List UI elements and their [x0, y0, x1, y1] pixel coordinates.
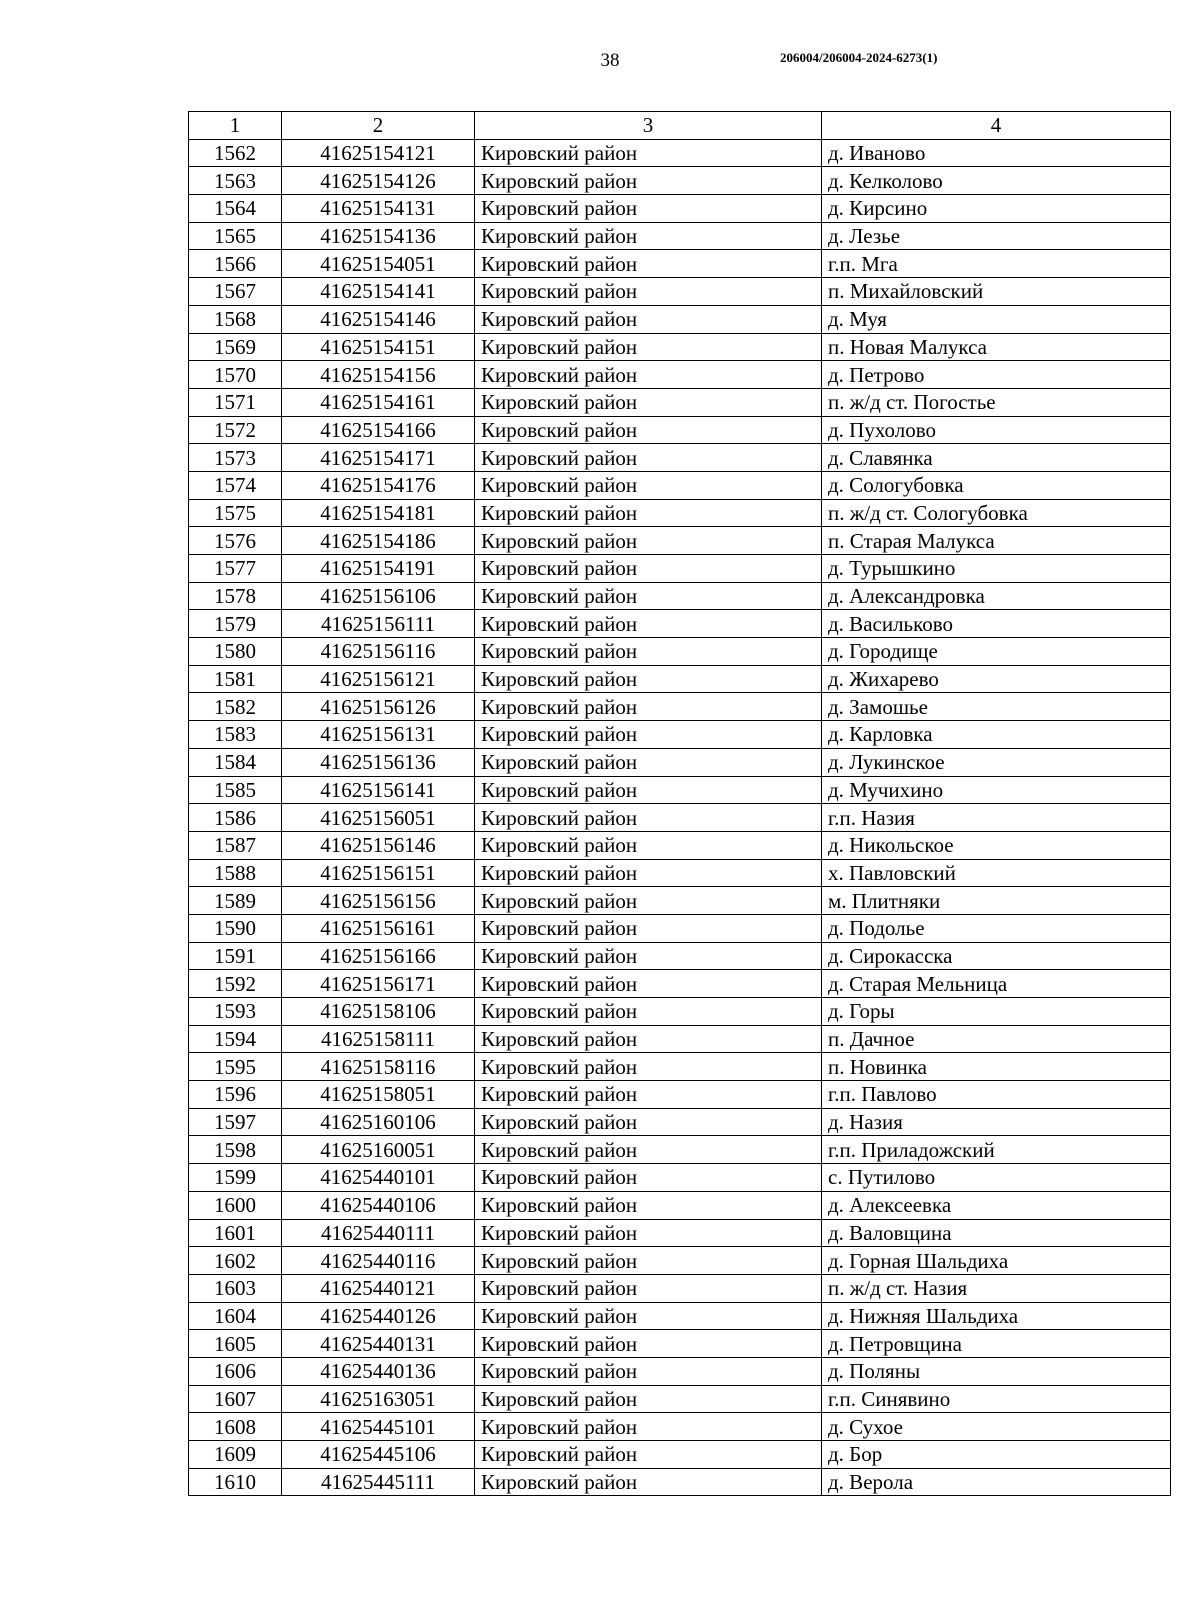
- code-cell: 41625154161: [282, 388, 475, 416]
- table-row: [189, 416, 1171, 444]
- settlement-cell: д. Петрово: [822, 361, 1171, 389]
- code-cell: 41625160106: [282, 1108, 475, 1136]
- row-number-cell: 1569: [189, 333, 282, 361]
- row-number-cell: 1580: [189, 638, 282, 666]
- settlement-cell: д. Иваново: [822, 139, 1171, 167]
- table-row: [189, 471, 1171, 499]
- district-cell: Кировский район: [475, 555, 822, 583]
- settlement-cell: п. ж/д ст. Сологубовка: [822, 499, 1171, 527]
- table-row: [189, 998, 1171, 1026]
- table-row: [189, 1413, 1171, 1441]
- district-cell: Кировский район: [475, 582, 822, 610]
- table-row: [189, 1468, 1171, 1496]
- table-row: [189, 195, 1171, 223]
- settlement-cell: д. Горная Шальдиха: [822, 1247, 1171, 1275]
- row-number-cell: 1594: [189, 1025, 282, 1053]
- settlement-cell: г.п. Приладожский: [822, 1136, 1171, 1164]
- row-number-cell: 1589: [189, 887, 282, 915]
- row-number-cell: 1579: [189, 610, 282, 638]
- code-cell: 41625440126: [282, 1302, 475, 1330]
- settlement-cell: г.п. Павлово: [822, 1081, 1171, 1109]
- document-code: 206004/206004-2024-6273(1): [780, 50, 938, 65]
- table-row: [189, 1357, 1171, 1385]
- code-cell: 41625156156: [282, 887, 475, 915]
- district-cell: Кировский район: [475, 970, 822, 998]
- district-cell: Кировский район: [475, 305, 822, 333]
- settlement-cell: д. Лукинское: [822, 748, 1171, 776]
- row-number-cell: 1563: [189, 167, 282, 195]
- row-number-cell: 1577: [189, 555, 282, 583]
- code-cell: 41625156151: [282, 859, 475, 887]
- table-row: [189, 1136, 1171, 1164]
- settlement-cell: д. Горы: [822, 998, 1171, 1026]
- district-cell: Кировский район: [475, 1219, 822, 1247]
- district-cell: Кировский район: [475, 499, 822, 527]
- district-cell: Кировский район: [475, 1302, 822, 1330]
- code-cell: 41625440131: [282, 1330, 475, 1358]
- district-cell: Кировский район: [475, 610, 822, 638]
- row-number-cell: 1574: [189, 471, 282, 499]
- district-cell: Кировский район: [475, 804, 822, 832]
- table-row: [189, 914, 1171, 942]
- table-row: [189, 361, 1171, 389]
- district-cell: Кировский район: [475, 1136, 822, 1164]
- row-number-cell: 1608: [189, 1413, 282, 1441]
- settlement-cell: х. Павловский: [822, 859, 1171, 887]
- row-number-cell: 1591: [189, 942, 282, 970]
- row-number-cell: 1610: [189, 1468, 282, 1496]
- table-row: [189, 444, 1171, 472]
- district-cell: Кировский район: [475, 887, 822, 915]
- district-cell: Кировский район: [475, 1025, 822, 1053]
- code-cell: 41625440136: [282, 1357, 475, 1385]
- table-row: [189, 887, 1171, 915]
- settlement-cell: д. Бор: [822, 1441, 1171, 1469]
- settlement-cell: д. Замошье: [822, 693, 1171, 721]
- row-number-cell: 1601: [189, 1219, 282, 1247]
- settlement-cell: д. Славянка: [822, 444, 1171, 472]
- code-cell: 41625156146: [282, 831, 475, 859]
- district-cell: Кировский район: [475, 1191, 822, 1219]
- settlement-cell: д. Валовщина: [822, 1219, 1171, 1247]
- row-number-cell: 1600: [189, 1191, 282, 1219]
- code-cell: 41625156171: [282, 970, 475, 998]
- district-cell: Кировский район: [475, 195, 822, 223]
- district-cell: Кировский район: [475, 1053, 822, 1081]
- settlement-cell: д. Верола: [822, 1468, 1171, 1496]
- district-cell: Кировский район: [475, 776, 822, 804]
- code-cell: 41625158051: [282, 1081, 475, 1109]
- district-cell: Кировский район: [475, 693, 822, 721]
- district-cell: Кировский район: [475, 167, 822, 195]
- code-cell: 41625156111: [282, 610, 475, 638]
- table-row: [189, 970, 1171, 998]
- code-cell: 41625154126: [282, 167, 475, 195]
- settlement-cell: д. Подолье: [822, 914, 1171, 942]
- settlement-cell: д. Лезье: [822, 222, 1171, 250]
- row-number-cell: 1578: [189, 582, 282, 610]
- settlement-cell: д. Сухое: [822, 1413, 1171, 1441]
- code-cell: 41625445101: [282, 1413, 475, 1441]
- row-number-cell: 1562: [189, 139, 282, 167]
- code-cell: 41625158106: [282, 998, 475, 1026]
- district-cell: Кировский район: [475, 416, 822, 444]
- code-cell: 41625160051: [282, 1136, 475, 1164]
- table-row: [189, 1081, 1171, 1109]
- table-row: [189, 1025, 1171, 1053]
- table-row: [189, 859, 1171, 887]
- table-row: [189, 776, 1171, 804]
- district-cell: Кировский район: [475, 859, 822, 887]
- row-number-cell: 1599: [189, 1164, 282, 1192]
- page-number: 38: [600, 50, 620, 71]
- row-number-cell: 1566: [189, 250, 282, 278]
- row-number-cell: 1564: [189, 195, 282, 223]
- district-cell: Кировский район: [475, 1413, 822, 1441]
- settlement-cell: д. Старая Мельница: [822, 970, 1171, 998]
- settlement-cell: с. Путилово: [822, 1164, 1171, 1192]
- settlement-cell: м. Плитняки: [822, 887, 1171, 915]
- settlement-cell: д. Алексеевка: [822, 1191, 1171, 1219]
- table-row: [189, 942, 1171, 970]
- table-row: [189, 278, 1171, 306]
- row-number-cell: 1588: [189, 859, 282, 887]
- district-cell: Кировский район: [475, 638, 822, 666]
- table-row: [189, 250, 1171, 278]
- row-number-cell: 1604: [189, 1302, 282, 1330]
- code-cell: 41625156121: [282, 665, 475, 693]
- code-cell: 41625158111: [282, 1025, 475, 1053]
- row-number-cell: 1593: [189, 998, 282, 1026]
- district-cell: Кировский район: [475, 250, 822, 278]
- table-row: [189, 388, 1171, 416]
- code-cell: 41625156116: [282, 638, 475, 666]
- settlement-cell: г.п. Назия: [822, 804, 1171, 832]
- settlement-cell: п. ж/д ст. Назия: [822, 1274, 1171, 1302]
- code-cell: 41625154051: [282, 250, 475, 278]
- table-row: [189, 1274, 1171, 1302]
- table-header-row: [189, 112, 1171, 140]
- column-header: 4: [822, 112, 1171, 140]
- row-number-cell: 1587: [189, 831, 282, 859]
- code-cell: 41625156131: [282, 721, 475, 749]
- district-cell: Кировский район: [475, 222, 822, 250]
- code-cell: 41625156051: [282, 804, 475, 832]
- row-number-cell: 1570: [189, 361, 282, 389]
- code-cell: 41625156161: [282, 914, 475, 942]
- table-row: [189, 831, 1171, 859]
- column-header: 1: [189, 112, 282, 140]
- table-row: [189, 305, 1171, 333]
- settlement-cell: д. Сологубовка: [822, 471, 1171, 499]
- code-cell: 41625154141: [282, 278, 475, 306]
- row-number-cell: 1573: [189, 444, 282, 472]
- district-cell: Кировский район: [475, 527, 822, 555]
- district-cell: Кировский район: [475, 471, 822, 499]
- column-header: 2: [282, 112, 475, 140]
- settlement-cell: д. Назия: [822, 1108, 1171, 1136]
- code-cell: 41625156166: [282, 942, 475, 970]
- row-number-cell: 1581: [189, 665, 282, 693]
- table-row: [189, 582, 1171, 610]
- code-cell: 41625440116: [282, 1247, 475, 1275]
- code-cell: 41625154156: [282, 361, 475, 389]
- settlement-cell: д. Кирсино: [822, 195, 1171, 223]
- settlement-cell: д. Турышкино: [822, 555, 1171, 583]
- table-row: [189, 139, 1171, 167]
- district-cell: Кировский район: [475, 1081, 822, 1109]
- district-cell: Кировский район: [475, 1247, 822, 1275]
- row-number-cell: 1584: [189, 748, 282, 776]
- settlement-cell: п. Старая Малукса: [822, 527, 1171, 555]
- row-number-cell: 1565: [189, 222, 282, 250]
- code-cell: 41625154171: [282, 444, 475, 472]
- table-row: [189, 555, 1171, 583]
- district-cell: Кировский район: [475, 444, 822, 472]
- settlement-cell: д. Городище: [822, 638, 1171, 666]
- district-cell: Кировский район: [475, 942, 822, 970]
- district-cell: Кировский район: [475, 1274, 822, 1302]
- table-row: [189, 1247, 1171, 1275]
- table-row: [189, 499, 1171, 527]
- code-cell: 41625154121: [282, 139, 475, 167]
- table-row: [189, 721, 1171, 749]
- row-number-cell: 1598: [189, 1136, 282, 1164]
- table-row: [189, 333, 1171, 361]
- table-row: [189, 1053, 1171, 1081]
- district-cell: Кировский район: [475, 1164, 822, 1192]
- column-header: 3: [475, 112, 822, 140]
- code-cell: 41625156136: [282, 748, 475, 776]
- row-number-cell: 1582: [189, 693, 282, 721]
- code-cell: 41625440111: [282, 1219, 475, 1247]
- table-row: [189, 167, 1171, 195]
- settlement-cell: п. Михайловский: [822, 278, 1171, 306]
- district-cell: Кировский район: [475, 361, 822, 389]
- settlement-cell: д. Васильково: [822, 610, 1171, 638]
- district-cell: Кировский район: [475, 333, 822, 361]
- table-row: [189, 527, 1171, 555]
- row-number-cell: 1605: [189, 1330, 282, 1358]
- row-number-cell: 1585: [189, 776, 282, 804]
- code-cell: 41625440121: [282, 1274, 475, 1302]
- settlement-cell: д. Петровщина: [822, 1330, 1171, 1358]
- row-number-cell: 1576: [189, 527, 282, 555]
- code-cell: 41625440106: [282, 1191, 475, 1219]
- row-number-cell: 1592: [189, 970, 282, 998]
- settlement-cell: д. Поляны: [822, 1357, 1171, 1385]
- settlement-cell: д. Мучихино: [822, 776, 1171, 804]
- settlement-cell: д. Жихарево: [822, 665, 1171, 693]
- table-row: [189, 665, 1171, 693]
- code-cell: 41625440101: [282, 1164, 475, 1192]
- row-number-cell: 1575: [189, 499, 282, 527]
- table-row: [189, 748, 1171, 776]
- district-cell: Кировский район: [475, 748, 822, 776]
- district-cell: Кировский район: [475, 1441, 822, 1469]
- row-number-cell: 1586: [189, 804, 282, 832]
- code-cell: 41625163051: [282, 1385, 475, 1413]
- table-row: [189, 1330, 1171, 1358]
- settlement-cell: п. Новая Малукса: [822, 333, 1171, 361]
- settlement-cell: г.п. Мга: [822, 250, 1171, 278]
- table-row: [189, 1219, 1171, 1247]
- table-row: [189, 1164, 1171, 1192]
- row-number-cell: 1568: [189, 305, 282, 333]
- code-cell: 41625154181: [282, 499, 475, 527]
- code-cell: 41625156126: [282, 693, 475, 721]
- settlement-cell: п. Дачное: [822, 1025, 1171, 1053]
- row-number-cell: 1606: [189, 1357, 282, 1385]
- district-cell: Кировский район: [475, 914, 822, 942]
- settlement-cell: п. ж/д ст. Погостье: [822, 388, 1171, 416]
- row-number-cell: 1590: [189, 914, 282, 942]
- district-cell: Кировский район: [475, 1108, 822, 1136]
- table-row: [189, 693, 1171, 721]
- district-cell: Кировский район: [475, 388, 822, 416]
- district-cell: Кировский район: [475, 1357, 822, 1385]
- code-cell: 41625154151: [282, 333, 475, 361]
- code-cell: 41625156106: [282, 582, 475, 610]
- table-row: [189, 1191, 1171, 1219]
- table-row: [189, 1385, 1171, 1413]
- district-cell: Кировский район: [475, 721, 822, 749]
- table-row: [189, 1441, 1171, 1469]
- table-body: [189, 139, 1171, 1496]
- settlement-cell: п. Новинка: [822, 1053, 1171, 1081]
- code-cell: 41625445106: [282, 1441, 475, 1469]
- table-row: [189, 638, 1171, 666]
- code-cell: 41625154186: [282, 527, 475, 555]
- row-number-cell: 1567: [189, 278, 282, 306]
- row-number-cell: 1595: [189, 1053, 282, 1081]
- row-number-cell: 1603: [189, 1274, 282, 1302]
- code-cell: 41625154166: [282, 416, 475, 444]
- row-number-cell: 1609: [189, 1441, 282, 1469]
- row-number-cell: 1571: [189, 388, 282, 416]
- code-cell: 41625154176: [282, 471, 475, 499]
- row-number-cell: 1607: [189, 1385, 282, 1413]
- district-cell: Кировский район: [475, 998, 822, 1026]
- row-number-cell: 1572: [189, 416, 282, 444]
- settlement-cell: д. Сирокасска: [822, 942, 1171, 970]
- settlement-cell: д. Келколово: [822, 167, 1171, 195]
- code-cell: 41625154146: [282, 305, 475, 333]
- code-cell: 41625445111: [282, 1468, 475, 1496]
- table-row: [189, 222, 1171, 250]
- settlement-cell: г.п. Синявино: [822, 1385, 1171, 1413]
- code-cell: 41625154136: [282, 222, 475, 250]
- table-row: [189, 1108, 1171, 1136]
- district-cell: Кировский район: [475, 831, 822, 859]
- settlements-table: [188, 111, 1171, 1496]
- settlement-cell: д. Карловка: [822, 721, 1171, 749]
- table-row: [189, 1302, 1171, 1330]
- code-cell: 41625158116: [282, 1053, 475, 1081]
- table-row: [189, 610, 1171, 638]
- code-cell: 41625154191: [282, 555, 475, 583]
- code-cell: 41625154131: [282, 195, 475, 223]
- settlement-cell: д. Александровка: [822, 582, 1171, 610]
- settlement-cell: д. Нижняя Шальдиха: [822, 1302, 1171, 1330]
- row-number-cell: 1597: [189, 1108, 282, 1136]
- code-cell: 41625156141: [282, 776, 475, 804]
- district-cell: Кировский район: [475, 1330, 822, 1358]
- settlement-cell: д. Муя: [822, 305, 1171, 333]
- settlement-cell: д. Пухолово: [822, 416, 1171, 444]
- district-cell: Кировский район: [475, 1385, 822, 1413]
- row-number-cell: 1596: [189, 1081, 282, 1109]
- row-number-cell: 1583: [189, 721, 282, 749]
- table-row: [189, 804, 1171, 832]
- row-number-cell: 1602: [189, 1247, 282, 1275]
- district-cell: Кировский район: [475, 139, 822, 167]
- settlement-cell: д. Никольское: [822, 831, 1171, 859]
- district-cell: Кировский район: [475, 1468, 822, 1496]
- district-cell: Кировский район: [475, 278, 822, 306]
- district-cell: Кировский район: [475, 665, 822, 693]
